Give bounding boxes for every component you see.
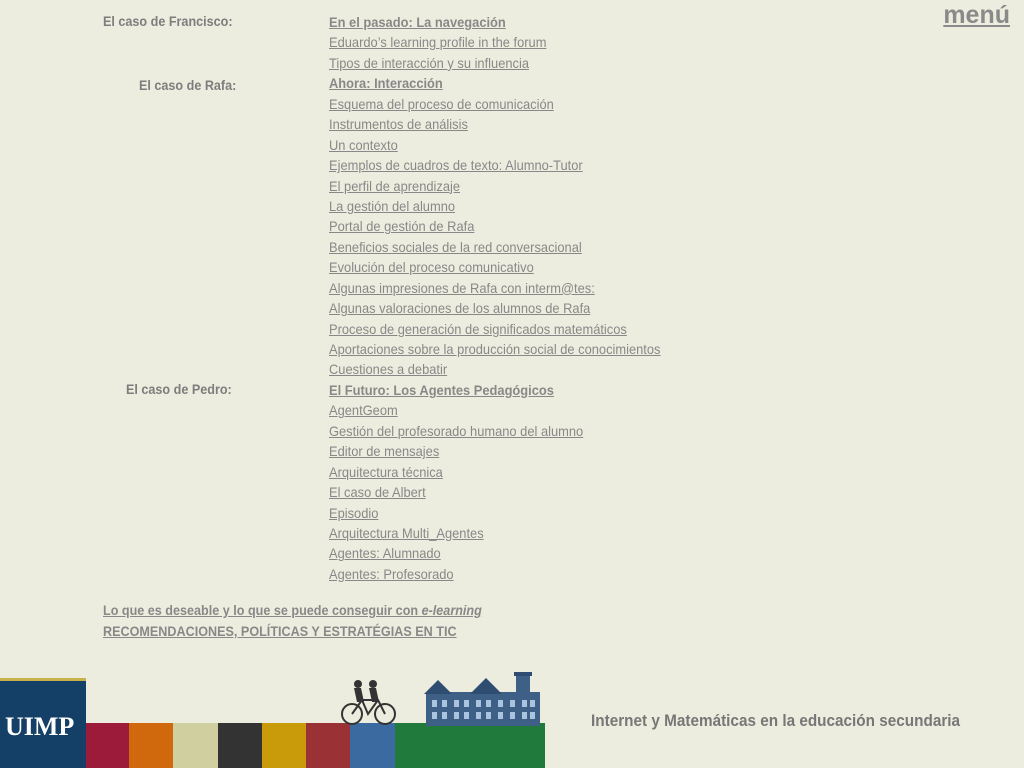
link-un-contexto[interactable]: Un contexto (329, 136, 398, 153)
link-editor-mensajes[interactable]: Editor de mensajes (329, 443, 440, 460)
color-stripe (129, 723, 173, 768)
riders-icon (354, 680, 379, 702)
color-stripe (173, 723, 218, 768)
link-instrumentos-analisis[interactable]: Instrumentos de análisis (329, 116, 468, 133)
case-label-pedro: El caso de Pedro: (126, 381, 232, 397)
link-evolucion-proceso[interactable]: Evolución del proceso comunicativo (329, 259, 534, 276)
link-agentgeom[interactable]: AgentGeom (329, 402, 398, 419)
case-label-francisco: El caso de Francisco: (103, 13, 233, 29)
link-episodio[interactable]: Episodio (329, 504, 379, 521)
link-valoraciones-alumnos[interactable]: Algunas valoraciones de los alumnos de Rafa (329, 300, 591, 317)
link-tipos-interaccion[interactable]: Tipos de interacción y su influencia (329, 54, 529, 71)
link-agentes-profesorado[interactable]: Agentes: Profesorado (329, 565, 454, 582)
link-aportaciones-produccion[interactable]: Aportaciones sobre la producción social de conocimientos (329, 341, 661, 357)
link-deseable-emphasis: e-learning (421, 602, 482, 618)
case-label-rafa: El caso de Rafa: (139, 77, 237, 93)
link-gestion-profesorado[interactable]: Gestión del profesorado humano del alumno (329, 422, 584, 439)
link-ahora-interaccion[interactable]: Ahora: Interacción (329, 75, 443, 92)
link-esquema-comunicacion[interactable]: Esquema del proceso de comunicación (329, 95, 554, 112)
bottom-link-list (103, 600, 524, 642)
link-eduardo-profile[interactable]: Eduardo’s learning profile in the forum (329, 34, 547, 51)
topic-link-list (329, 12, 749, 584)
uimp-logo (0, 678, 86, 768)
link-generacion-significados[interactable]: Proceso de generación de significados matemáticos (329, 320, 627, 337)
link-pasado-navegacion[interactable]: En el pasado: La navegación (329, 14, 506, 30)
link-cuestiones-debatir[interactable]: Cuestiones a debatir (329, 361, 448, 378)
link-deseable-elearning[interactable] (103, 600, 482, 621)
link-beneficios-sociales[interactable]: Beneficios sociales de la red conversacional (329, 238, 582, 255)
link-recomendaciones[interactable]: RECOMENDACIONES, POLÍTICAS Y ESTRATÉGIAS EN TIC (103, 623, 457, 639)
color-stripe (350, 723, 395, 768)
link-portal-gestion[interactable]: Portal de gestión de Rafa (329, 218, 475, 235)
color-stripe (262, 723, 306, 768)
color-stripe (218, 723, 262, 768)
link-caso-albert[interactable]: El caso de Albert (329, 484, 426, 501)
building-icon (424, 672, 540, 726)
link-ejemplos-cuadros[interactable]: Ejemplos de cuadros de texto: Alumno-Tutor (329, 157, 583, 174)
link-deseable-text: Lo que es deseable y lo que se puede conseguir con (103, 602, 422, 618)
menu-link[interactable]: menú (943, 1, 1010, 29)
tandem-bicycle-icon (342, 700, 395, 724)
link-futuro-agentes[interactable]: El Futuro: Los Agentes Pedagógicos (329, 381, 554, 398)
tandem-bicycle-building-illustration (330, 672, 545, 726)
uimp-logo-text: UIMP (5, 712, 75, 741)
link-arquitectura-tecnica[interactable]: Arquitectura técnica (329, 463, 443, 480)
color-stripe (395, 723, 545, 768)
color-stripe (306, 723, 350, 768)
link-impresiones-rafa[interactable]: Algunas impresiones de Rafa con interm@tes: (329, 279, 595, 296)
link-agentes-alumnado[interactable]: Agentes: Alumnado (329, 545, 441, 562)
link-perfil-aprendizaje[interactable]: El perfil de aprendizaje (329, 177, 461, 194)
link-gestion-alumno[interactable]: La gestión del alumno (329, 197, 456, 214)
color-stripe (86, 723, 129, 768)
link-arquitectura-multiagentes[interactable]: Arquitectura Multi_Agentes (329, 524, 484, 541)
footer-title: Internet y Matemáticas en la educación secundaria (591, 711, 961, 730)
